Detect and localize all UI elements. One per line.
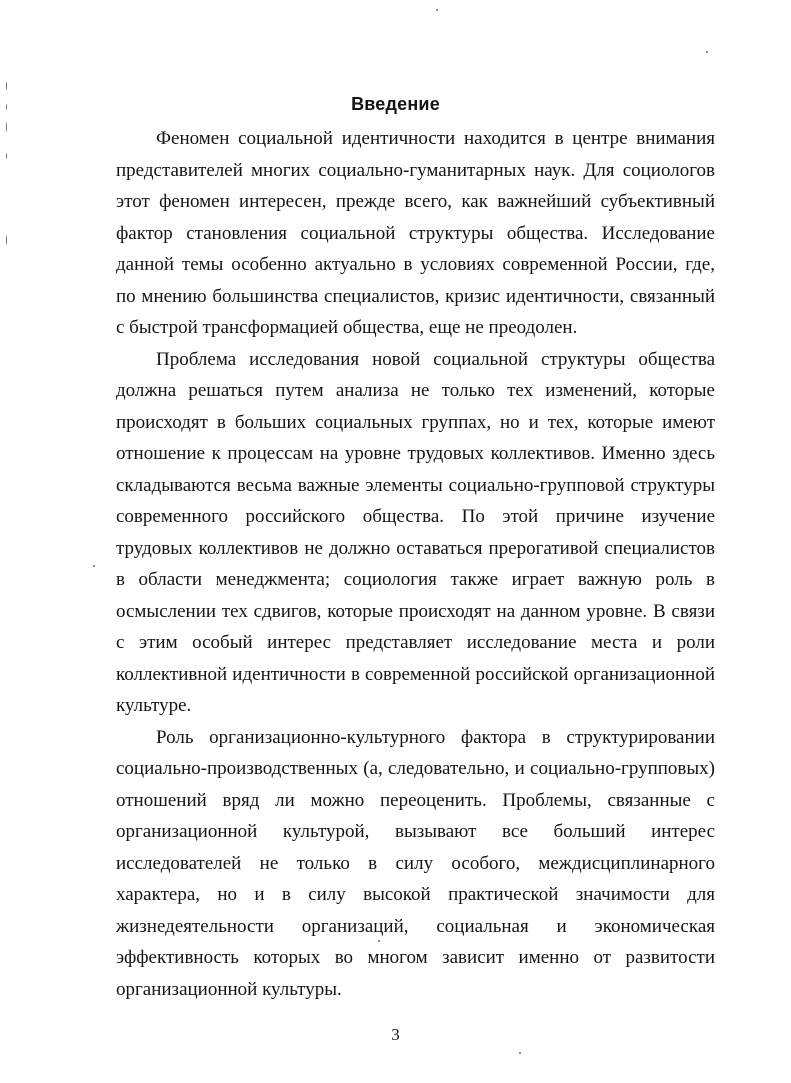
paragraph-1: Феномен социальной идентичности находится в центре внимания представителей многих социально-гуманитарных наук. Для социологов этот феномен интересен, прежде всего, как важнейший субъективный фактор становления социальной структуры общества. Исследование данной темы особенно актуально в условиях современной России, где, по мнению большинства специалистов, кризис идентичности, связанный с быстрой трансформацией общества, еще не преодолен. [116, 128, 715, 338]
paragraph-2: Проблема исследования новой социальной структуры общества должна решаться путем анализа не только тех изменений, которые происходят в больших социальных группах, но и тех, которые имеют отношение к процессам на уровне трудовых коллективов. Именно здесь складываются весьма важные элементы социально-групповой структуры современного российского общества. По этой причине изучение трудовых коллективов не должно оставаться прерогативой специалистов в области менеджмента; социология также играет важную роль в осмыслении тех сдвигов, которые происходят на данном уровне. В связи с этим особый интерес представляет исследование места и роли коллективной идентичности в современной российской организационной культуре. [116, 348, 715, 716]
scan-speck [6, 235, 7, 245]
scan-speck [6, 104, 7, 110]
page-number: 3 [391, 1025, 400, 1044]
paragraph-3: Роль организационно-культурного фактора в структурировании социально-производственных (а, следовательно, и социально-групповых) отношений вряд ли можно переоценить. Проблемы, связанные с организационной культурой, вызывают все больший интерес исследователей не только в силу особого, междисциплинарного характера, но и в силу высокой практической значимости для жизнедеятельности организаций, социальная и экономическая эффективность которых во многом зависит именно от развитости организационной культуры. [116, 726, 715, 1000]
scan-speck [6, 82, 7, 90]
section-heading: Введение [351, 94, 440, 114]
scan-speck [706, 51, 708, 53]
scan-speck [93, 565, 95, 567]
scan-speck [378, 940, 380, 942]
scan-speck [6, 122, 7, 132]
scan-speck [6, 153, 7, 159]
scan-speck [436, 9, 438, 11]
body-text [116, 123, 715, 1005]
scan-speck [519, 1052, 521, 1054]
